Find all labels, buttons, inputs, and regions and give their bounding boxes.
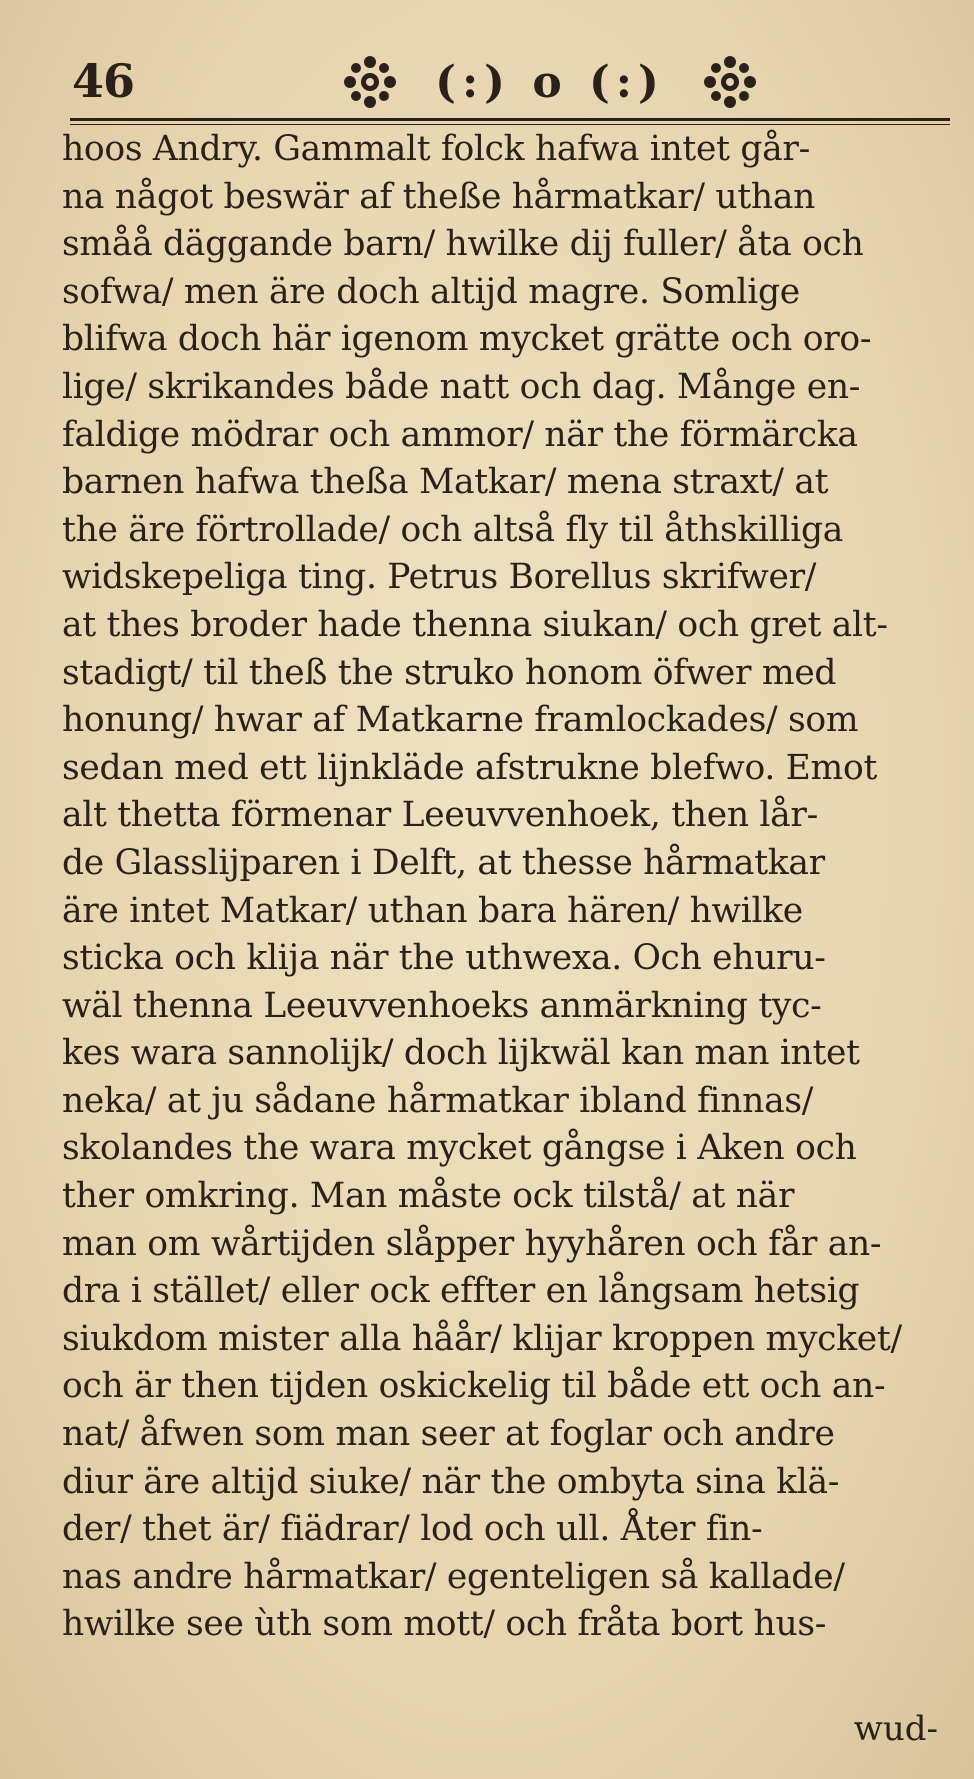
- fleuron-right-icon: [700, 52, 760, 112]
- text-line: småå däggande barn/ hwilke dij fuller/ åta och: [62, 224, 864, 265]
- ornament-text: (:) o (:): [435, 56, 665, 108]
- text-line: lige/ skrikandes både natt och dag. Månge en-: [62, 366, 861, 407]
- text-line: wäl thenna Leeuvvenhoeks anmärkning tyc-: [62, 985, 822, 1026]
- page-number: 46: [72, 54, 135, 108]
- text-line: kes wara sannolijk/ doch lijkwäl kan man intet: [62, 1033, 860, 1074]
- text-line: siukdom mister alla håår/ klijar kroppen mycket/: [62, 1318, 902, 1359]
- text-line: hwilke see ùth som mott/ och fråta bort hus-: [62, 1604, 827, 1645]
- text-line: blifwa doch här igenom mycket grätte och oro-: [62, 319, 872, 360]
- text-line: hoos Andry. Gammalt folck hafwa intet går-: [62, 129, 810, 169]
- text-line: sedan med ett lijnkläde afstrukne blefwo. Emot: [62, 747, 878, 788]
- text-line: dra i stället/ eller ock effter en långsam hetsig: [62, 1271, 860, 1312]
- text-line: sticka och klija när the uthwexa. Och ehuru-: [62, 938, 826, 979]
- text-line: skolandes the wara mycket gångse i Aken och: [62, 1128, 857, 1169]
- text-line: man om wårtijden slåpper hyyhåren och får an-: [62, 1223, 882, 1264]
- header-ornament: [340, 50, 760, 114]
- text-line: at thes broder hade thenna siukan/ och gret alt-: [62, 604, 888, 645]
- text-line: na något beswär af theße hårmatkar/ uthan: [62, 176, 816, 217]
- text-line: widskepeliga ting. Petrus Borellus skrifwer/: [62, 557, 817, 598]
- text-line: stadigt/ til theß the struko honom öfwer med: [62, 652, 837, 693]
- text-line: diur äre altijd siuke/ när the ombyta sina klä-: [62, 1461, 840, 1502]
- text-line: nas andre hårmatkar/ egenteligen så kallade/: [62, 1556, 845, 1597]
- fleuron-left-icon: [340, 52, 400, 112]
- text-line: och är then tijden oskickelig til både ett och an-: [62, 1366, 886, 1407]
- body-text: [62, 126, 962, 1649]
- catchword: wud-: [853, 1709, 938, 1749]
- text-line: ther omkring. Man måste ock tilstå/ at när: [62, 1176, 795, 1217]
- text-line: äre intet Matkar/ uthan bara hären/ hwilke: [62, 890, 803, 931]
- header-rule: [70, 118, 950, 121]
- text-line: de Glasslijparen i Delft, at thesse hårmatkar: [62, 842, 825, 883]
- text-line: the äre förtrollade/ och altså fly til åthskilliga: [62, 509, 843, 550]
- text-line: alt thetta förmenar Leeuvvenhoek, then lår-: [62, 795, 818, 836]
- text-line: neka/ at ju sådane hårmatkar ibland finnas/: [62, 1080, 814, 1121]
- text-line: nat/ åfwen som man seer at foglar och andre: [62, 1414, 835, 1455]
- text-line: sofwa/ men äre doch altijd magre. Somlige: [62, 271, 800, 312]
- page-header: [70, 48, 950, 118]
- text-line: faldige mödrar och ammor/ när the förmärcka: [62, 414, 858, 455]
- header-rule-thin: [70, 124, 950, 125]
- text-line: honung/ hwar af Matkarne framlockades/ som: [62, 700, 859, 741]
- text-line: barnen hafwa theßa Matkar/ mena straxt/ at: [62, 462, 829, 503]
- text-line: der/ thet är/ fiädrar/ lod och ull. Åter fin-: [62, 1509, 763, 1550]
